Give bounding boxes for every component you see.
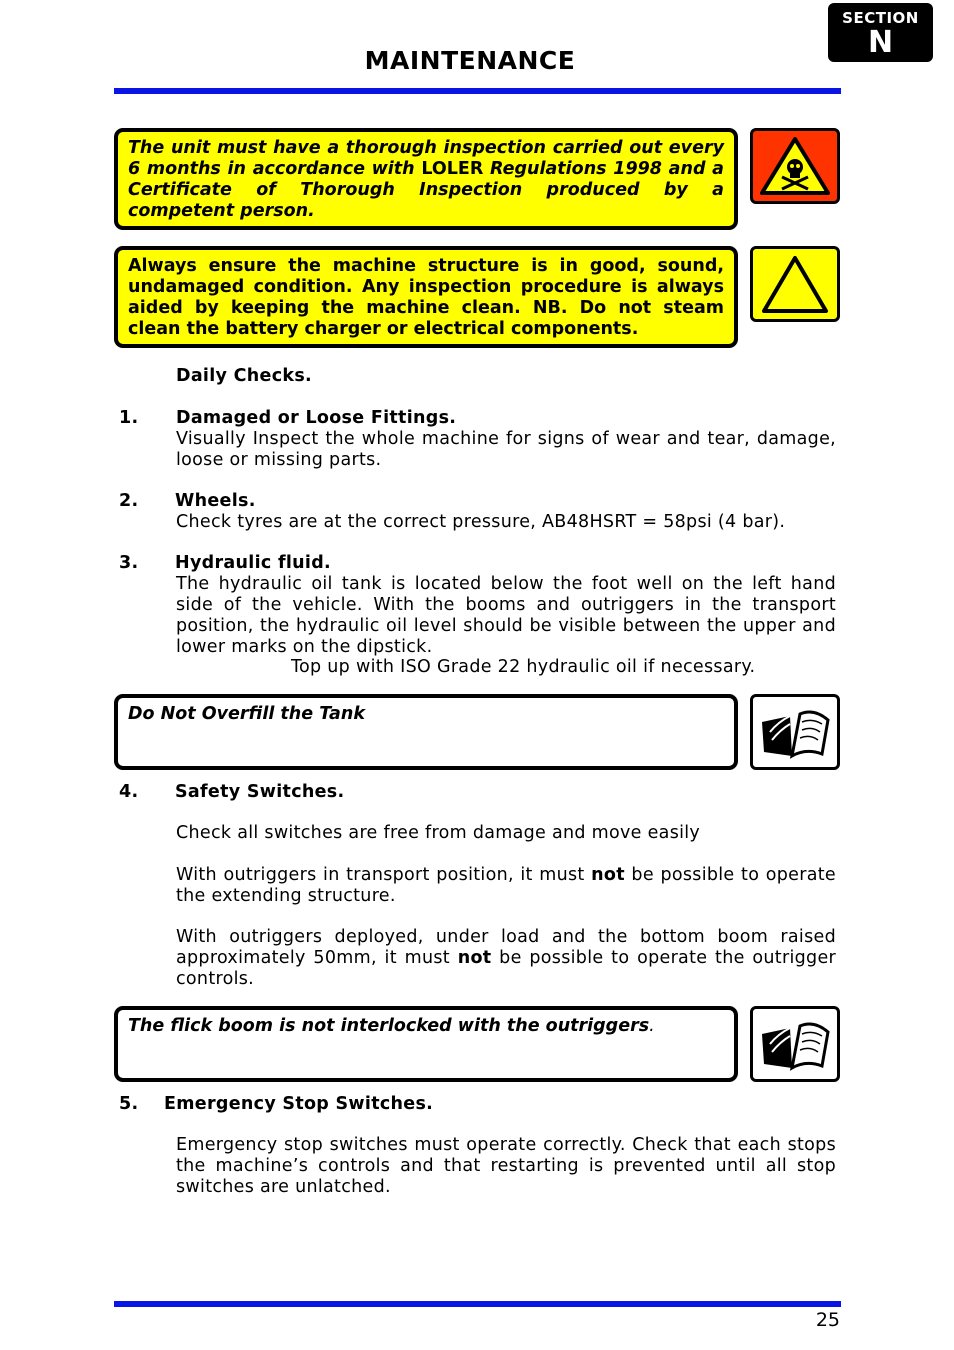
open-book-icon (756, 702, 834, 762)
item-2-title: Wheels. (175, 491, 256, 511)
item-4-p2-c: be possible to operate the extending structure. (176, 865, 836, 906)
item-4-p2-not: not (591, 865, 625, 885)
item-3-number: 3. (119, 553, 139, 573)
item-1-text: Visually Inspect the whole machine for signs of wear and tear, damage, loose or missing parts. (176, 429, 836, 470)
item-4-p2-a: With outriggers in transport position, it must (176, 865, 592, 885)
section-letter: N (867, 25, 894, 60)
manual-icon-box-2 (750, 1006, 840, 1082)
item-4-p3-c: be possible to operate the outrigger controls. (176, 948, 836, 989)
item-4-p3 (176, 927, 836, 990)
warning-triangle-icon (758, 253, 832, 315)
item-5-number: 5. (119, 1094, 139, 1114)
item-1-number: 1. (119, 408, 139, 428)
inspection-warning-box (114, 128, 738, 230)
flick-boom-note-period: . (649, 1016, 655, 1036)
item-4-p3-not: not (457, 948, 492, 968)
flick-boom-note-box (114, 1006, 738, 1082)
item-3-text: The hydraulic oil tank is located below the foot well on the left hand side of the vehicle. With the booms and outriggers in the transport position, the hydraulic oil level should be visible between the upper and lower marks on the dipstick. (176, 574, 836, 657)
warning-text-c: Regulations 1998 and a Certificate of Thorough Inspection produced by a competent person. (128, 159, 724, 221)
item-4-number: 4. (119, 782, 139, 802)
skull-crossbones-icon (758, 135, 832, 197)
item-1-title: Damaged or Loose Fittings. (176, 408, 457, 428)
caution-icon-box (750, 246, 840, 322)
item-5-title: Emergency Stop Switches. (164, 1094, 434, 1114)
item-4-p3-a: With outriggers deployed, under load and the bottom boom raised approximately 50mm, it must (176, 927, 836, 968)
danger-icon-box (750, 128, 840, 204)
overfill-note-text: Do Not Overfill the Tank (128, 704, 365, 724)
item-4-p1: Check all switches are free from damage and move easily (176, 823, 701, 843)
top-rule (114, 88, 841, 94)
manual-icon-box-1 (750, 694, 840, 770)
warning-text-loler: LOLER (421, 159, 484, 179)
daily-checks-heading: Daily Checks. (176, 366, 312, 386)
item-3-title: Hydraulic fluid. (175, 553, 331, 573)
cleaning-caution-box (114, 246, 738, 348)
open-book-icon (756, 1014, 834, 1074)
caution-text: Always ensure the machine structure is in good, sound, undamaged condition. Any inspection procedure is always aided by keeping the machine clean. NB. Do not steam clean the battery charger or electrical components. (128, 256, 724, 339)
page-title: MAINTENANCE (364, 46, 576, 75)
item-5-text: Emergency stop switches must operate correctly. Check that each stops the machine’s controls and that restarting is prevented until all stop switches are unlatched. (176, 1135, 836, 1197)
item-2-text: Check tyres are at the correct pressure, AB48HSRT = 58psi (4 bar). (176, 512, 786, 532)
warning-text-a: The unit must have a thorough inspection carried out every 6 months in accordance with (128, 138, 724, 179)
page-number: 25 (815, 1309, 840, 1331)
section-label: SECTION (842, 9, 919, 27)
overfill-note-box (114, 694, 738, 770)
bottom-rule (114, 1301, 841, 1307)
item-3-text-topup: Top up with ISO Grade 22 hydraulic oil if necessary. (291, 657, 756, 677)
flick-boom-note-text: The flick boom is not interlocked with the outriggers (128, 1016, 650, 1036)
item-4-p2 (176, 865, 836, 907)
item-4-title: Safety Switches. (175, 782, 345, 802)
item-2-number: 2. (119, 491, 139, 511)
